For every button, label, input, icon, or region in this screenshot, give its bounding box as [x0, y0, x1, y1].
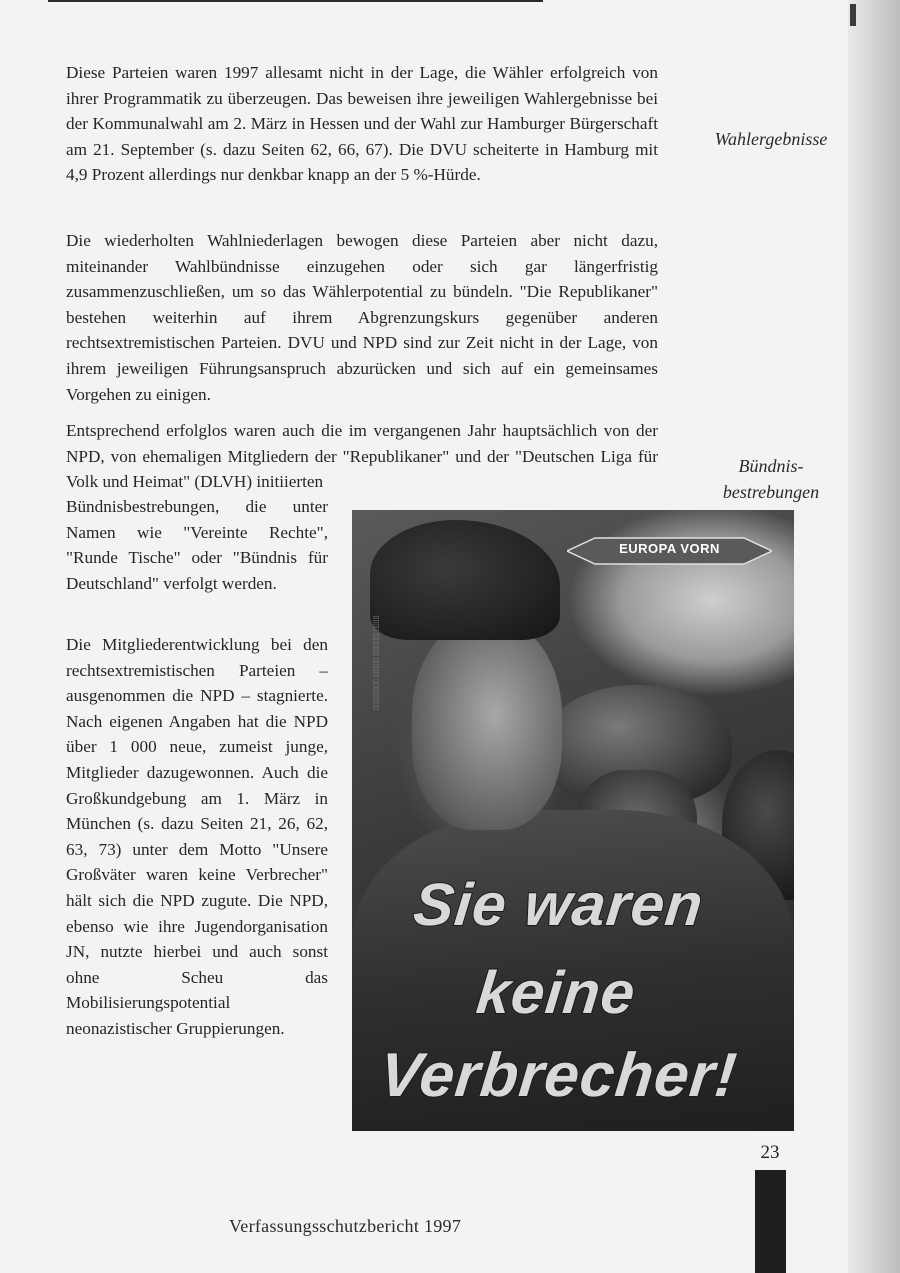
- margin-note-line-1: Bündnis-: [738, 456, 804, 476]
- margin-note-wahlergebnisse: [686, 126, 856, 152]
- paragraph-alliance-efforts-continued: Bündnisbestrebungen, die unter Namen wie "Vereinte Rechte", "Runde Tische" oder "Bündnis für Deutschland" verfolgt werden.: [66, 497, 328, 593]
- paragraph-membership-development: Die Mitgliederentwicklung bei den rechtsextremistischen Parteien – ausgenommen die NPD – stagnierte. Nach eigenen Angaben hat die NPD über 1 000 neue, zumeist junge, Mitglieder dazugewonnen. Auch die Großkundgebung am 1. März in München (s. dazu Seiten 21, 26, 62, 63, 73) unter dem Motto "Unsere Großväter waren keine Verbrecher" hält sich die NPD zugute. Die NPD, ebenso wie ihre Jugendorganisation JN, nutzte hierbei und auch sonst ohne Scheu das Mobilisierungspotential neonazistischer Gruppierungen.: [66, 635, 328, 1038]
- thumb-index-tab: [755, 1170, 786, 1273]
- paragraph-alliance-efforts: Entsprechend erfolglos waren auch die im vergangenen Jahr hauptsächlich von der NPD, von ehemaligen Mitgliedern der "Republikaner" und der "Deutschen Liga für Volk und Heimat" (DLVH) initiierten: [66, 421, 658, 492]
- poster-slogan-line-3: Verbrecher!: [376, 1041, 741, 1110]
- paragraph-election-defeats: Die wiederholten Wahlniederlagen bewogen diese Parteien aber nicht dazu, miteinander Wahlbündnisse einzugehen oder sich gar längerfristig zusammenzuschließen, um so das Wählerpotential zu bündeln. "Die Republikaner" bestehen weiterhin auf ihrem Abgrenzungskurs gegenüber anderen rechtsextremistischen Parteien. DVU und NPD sind zur Zeit nicht in der Lage, von ihrem jeweiligen Führungsanspruch abzurücken und sich auf ein gemeinsames Vorgehen zu einigen.: [66, 231, 658, 404]
- margin-note-buendnisbestrebungen: [686, 453, 856, 505]
- poster-slogan-line-2: keine: [473, 959, 639, 1026]
- page-number: 23: [760, 1142, 780, 1163]
- top-rule: [48, 0, 543, 2]
- poster-figure-face: [412, 620, 562, 830]
- poster-slogan-line-1: Sie waren: [410, 871, 707, 938]
- margin-note-label: Wahlergebnisse: [714, 129, 828, 149]
- margin-note-line-2: bestrebungen: [722, 482, 820, 502]
- poster-brand-label: EUROPA VORN: [619, 541, 720, 556]
- footer-publication-title: Verfassungsschutzbericht 1997: [229, 1216, 462, 1236]
- corner-mark: [850, 4, 856, 26]
- poster-side-credit: ▯▯▯▯▯▯▯▯ ▯▯▯▯▯ ▯▯▯▯▯▯ ▯▯▯▯: [373, 615, 380, 710]
- poster-figure-cap: [370, 520, 560, 640]
- paragraph-election-results: Diese Parteien waren 1997 allesamt nicht in der Lage, die Wähler erfolgreich von ihrer Programmatik zu überzeugen. Das beweisen ihre jeweiligen Wahlergebnisse bei der Kommunalwahl am 2. März in Hessen und der Wahl zur Hamburger Bürgerschaft am 21. September (s. dazu Seiten 62, 66, 67). Die DVU scheiterte in Hamburg mit 4,9 Prozent allerdings nur denkbar knapp an der 5 %-Hürde.: [66, 63, 658, 185]
- page-edge-shadow: [848, 0, 900, 1273]
- poster-image: [352, 510, 794, 1131]
